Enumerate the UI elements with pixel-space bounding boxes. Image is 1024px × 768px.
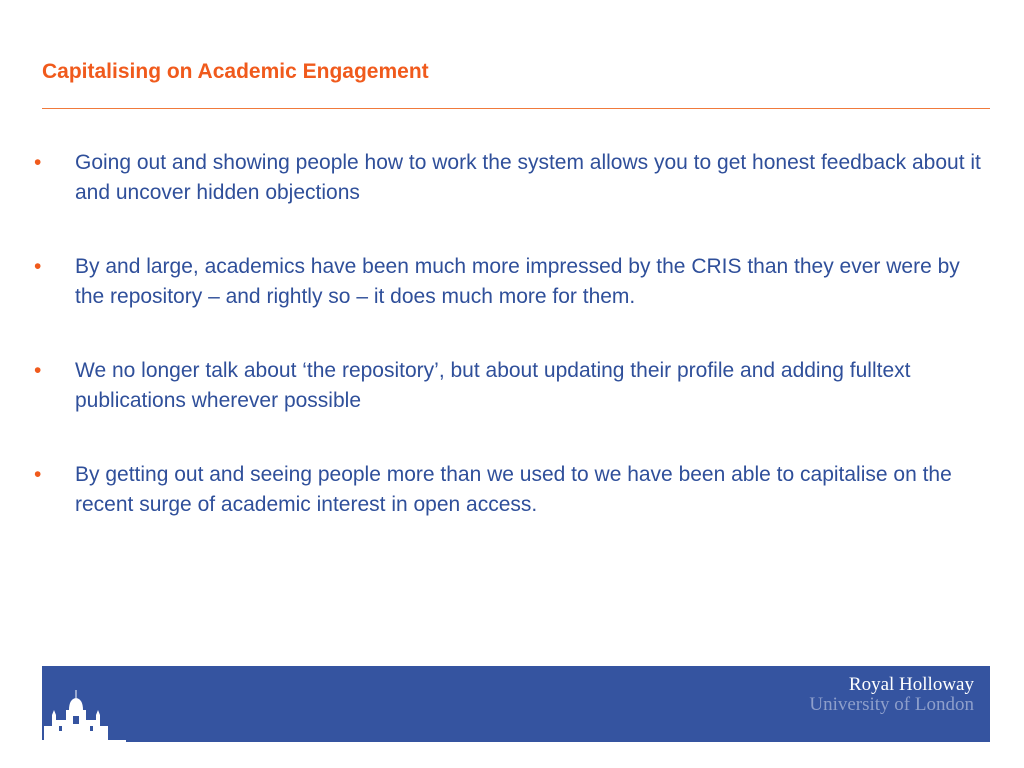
bullet-text: We no longer talk about ‘the repository’, but about updating their profile and adding fulltext publications wherever possible <box>75 359 911 412</box>
bullet-marker: • <box>34 359 42 382</box>
footer-band <box>42 666 990 742</box>
brand-subtitle: University of London <box>809 694 974 715</box>
bullet-text: Going out and showing people how to work the system allows you to get honest feedback about it and uncover hidden objections <box>75 151 981 204</box>
bullet-item <box>34 356 994 416</box>
bullet-list <box>34 148 994 564</box>
bullet-marker: • <box>34 255 42 278</box>
title-divider <box>42 108 990 109</box>
brand-wordmark <box>809 675 974 715</box>
slide-title: Capitalising on Academic Engagement <box>42 60 429 83</box>
bullet-marker: • <box>34 463 42 486</box>
college-building-icon <box>42 666 126 742</box>
bullet-text: By and large, academics have been much more impressed by the CRIS than they ever were by the repository – and rightly so – it does much more for them. <box>75 255 960 308</box>
bullet-item <box>34 252 994 312</box>
bullet-marker: • <box>34 151 42 174</box>
brand-name: Royal Holloway <box>848 674 974 695</box>
bullet-item <box>34 460 994 520</box>
bullet-item <box>34 148 994 208</box>
bullet-text: By getting out and seeing people more than we used to we have been able to capitalise on the recent surge of academic interest in open access. <box>75 463 952 516</box>
